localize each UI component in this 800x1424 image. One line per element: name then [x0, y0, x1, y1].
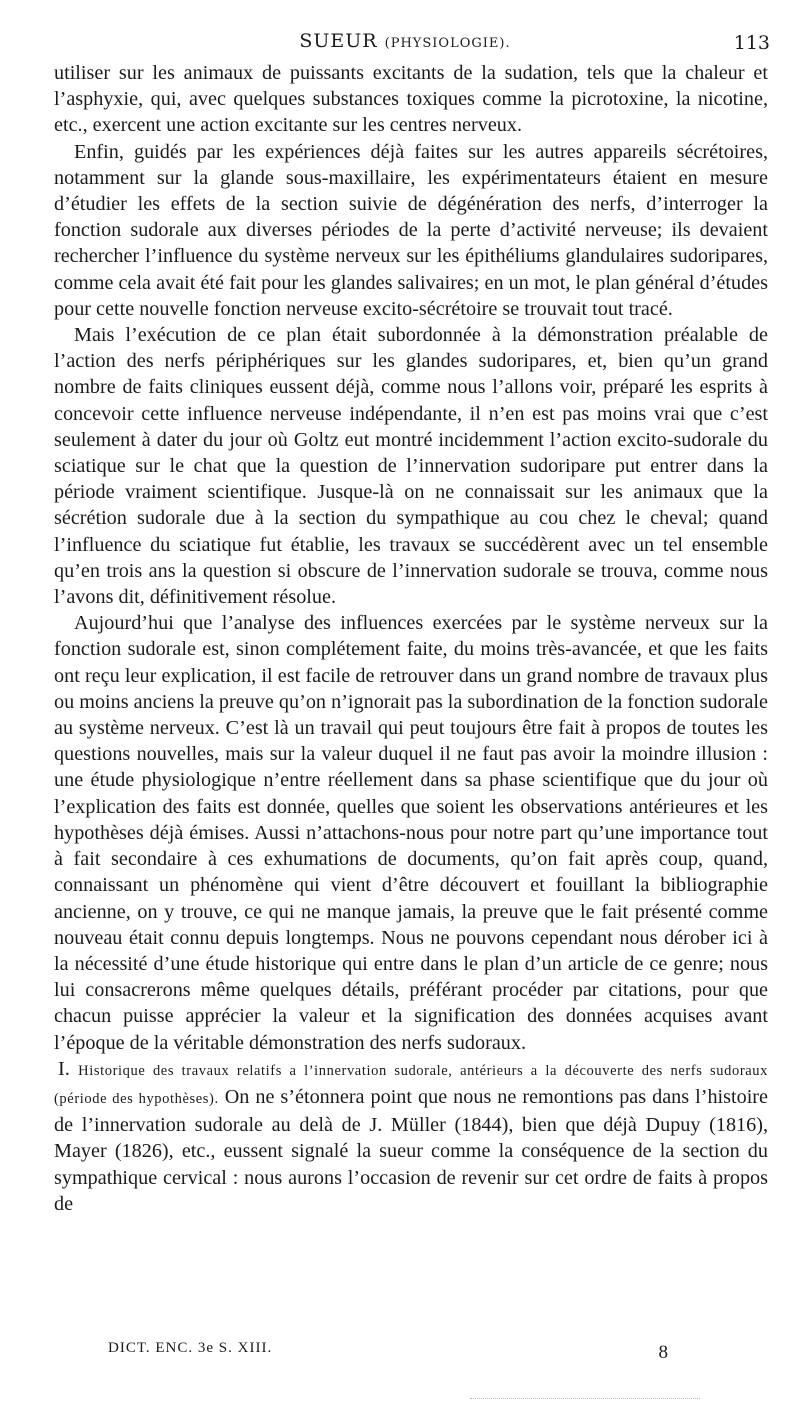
paragraph-continuation: utiliser sur les animaux de puissants excitants de la sudation, tels que la chaleur et l’asphyxie, qui, avec quelques substances toxiques comme la picrotoxine, la nicotine, etc., exercent une action excitante sur les centres nerveux.: [54, 62, 768, 137]
page-footer: [108, 1340, 668, 1370]
footer-reference: DICT. ENC. 3e S. XIII.: [108, 1340, 273, 1356]
bleed-through-rule: [470, 1398, 700, 1400]
section-number: I.: [58, 1057, 70, 1080]
signature-mark: 8: [658, 1342, 668, 1363]
section-paragraph: [54, 1056, 768, 1217]
running-head: [40, 30, 770, 60]
section-text: On ne s’étonnera point que nous ne remontions pas dans l’histoire de l’innervation sudorale au delà de J. Müller (1844), bien que déjà Dupuy (1816), Mayer (1826), etc., eussent signalé la sueur comme la conséquence de la section du sympathique cervical : nous aurons l’occasion de revenir sur cet ordre de faits à propos de: [54, 1085, 768, 1215]
paragraph: Mais l’exécution de ce plan était subordonnée à la démonstration préalable de l’action des nerfs périphériques sur les glandes sudoripares, et, bien qu’un grand nombre de faits cliniques eussent déjà, comme nous l’allons voir, préparé les esprits à concevoir cette influence nerveuse indépendante, il n’en est pas moins vrai que c’est seulement à dater du jour où Goltz eut montré incidemment l’action excito-sudorale du sciatique sur le chat que la question de l’innervation sudoripare put entrer dans la période vraiment scientifique. Jusque-là on ne connaissait sur les animaux que la sécrétion sudorale due à la section du sympathique au cou chez le cheval; quand l’influence du sciatique fut établie, les travaux se succédèrent avec un tel ensemble qu’en trois ans la question si obscure de l’innervation sudorale se trouva, comme nous l’avons dit, définitivement résolue.: [54, 324, 768, 609]
running-title-main: SUEUR: [299, 30, 378, 52]
paragraph: Enfin, guidés par les expériences déjà faites sur les autres appareils sécrétoires, notamment sur la glande sous-maxillaire, les expérimentateurs étaient en mesure d’étudier les effets de la section suivie de dégénération des nerfs, d’interroger la fonction sudorale aux diverses périodes de la perte d’activité nerveuse; ils devaient rechercher l’influence du système nerveux sur les épithéliums glandulaires sudoripares, comme cela avait été fait pour les glandes salivaires; en un mot, le plan général d’études pour cette nouvelle fonction nerveuse excito-sécrétoire se trouvait tout tracé.: [54, 140, 768, 320]
section-heading: Historique des travaux relatifs a l’innervation sudorale, antérieurs a la découverte des nerfs sudoraux (période des hypothèses).: [54, 1062, 768, 1107]
running-title-sub: (PHYSIOLOGIE).: [384, 36, 511, 51]
page-number: 113: [733, 32, 770, 54]
running-title: [40, 30, 770, 52]
paragraph: Aujourd’hui que l’analyse des influences exercées par le système nerveux sur la fonction sudorale est, sinon complétement faite, du moins très-avancée, et que les faits ont reçu leur explication, il est facile de retrouver dans un grand nombre de travaux plus ou moins anciens la preuve qu’on n’ignorait pas la subordination de la fonction sudorale au système nerveux. C’est là un travail qui peut toujours être fait à propos de toutes les questions nouvelles, mais sur la valeur duquel il ne faut pas avoir la moindre illusion : une étude physiologique n’entre réellement dans sa phase scientifique que du jour où l’explication des faits est donnée, quelles que soient les observations antérieures et les hypothèses déjà émises. Aussi n’attachons-nous pour notre part qu’une importance tout à fait secondaire à ces exhumations de documents, qu’on fait après coup, quand, connaissant un phénomène qui vient d’être découvert et fouillant la bibliographie ancienne, on y trouve, ce qui ne manque jamais, la preuve que le fait présenté comme nouveau était connu depuis longtemps. Nous ne pouvons cependant nous dérober ici à la nécessité d’une étude historique qui entre dans le plan d’un article de ce genre; nous lui consacrerons même quelques détails, préférant procéder par citations, pour que chacun puisse apprécier la valeur et la signification des données acquises avant l’époque de la véritable démonstration des nerfs sudoraux.: [54, 612, 768, 1054]
body-text: [54, 60, 768, 1217]
